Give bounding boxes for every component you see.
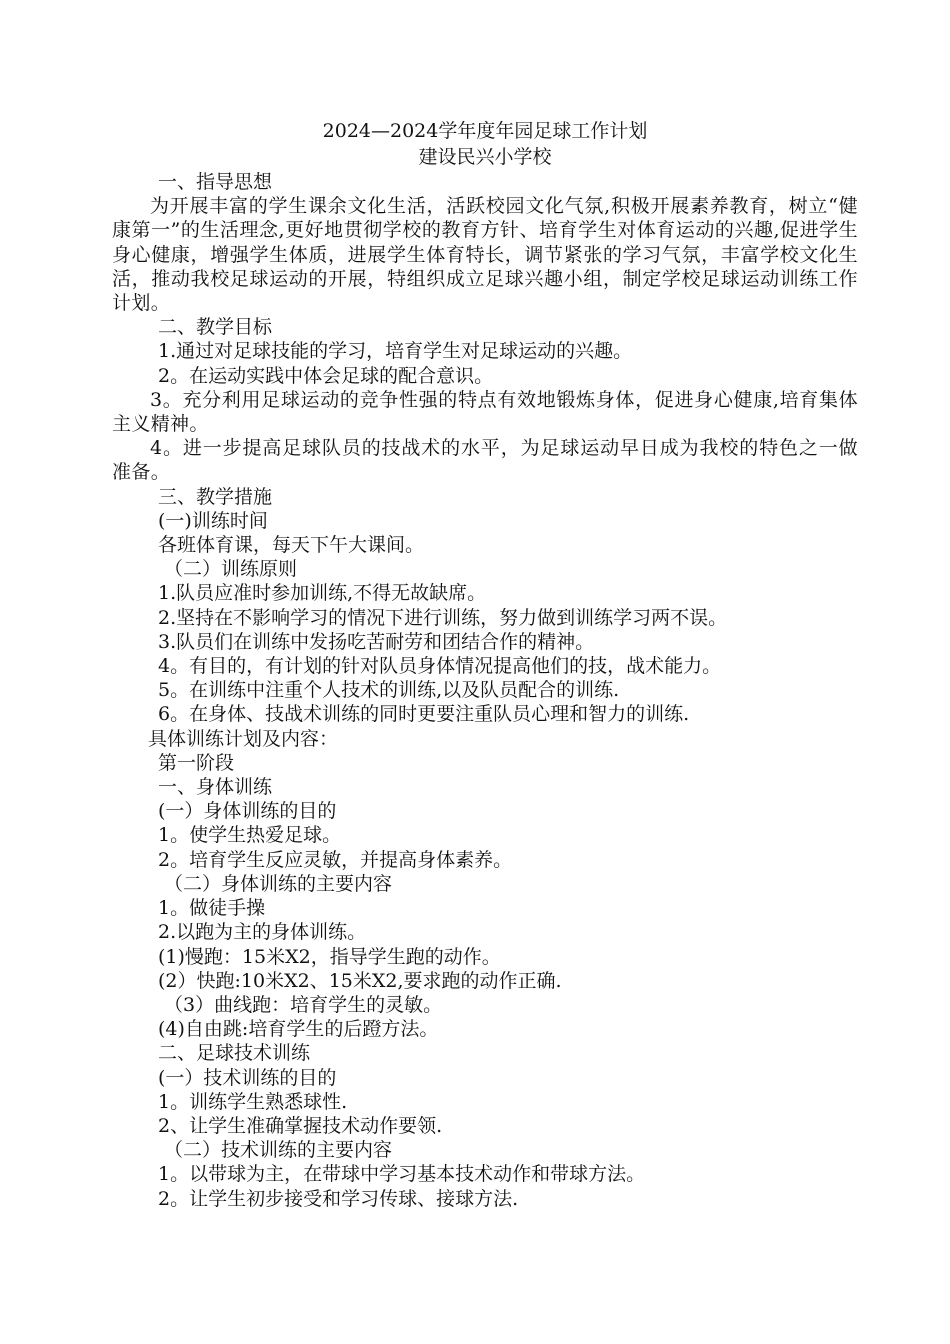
body-line: 各班体育课，每天下午大课间。 [158, 534, 425, 557]
body-line: 2。在运动实践中体会足球的配合意识。 [158, 364, 494, 387]
body-paragraph: 3。充分利用足球运动的竞争性强的特点有效地锻炼身体，促进身心健康,培育集体主义精神。 [112, 388, 858, 436]
body-line: 2、让学生准确掌握技术动作要领. [158, 1114, 443, 1137]
body-line: （二）训练原则 [164, 558, 298, 581]
body-line: 1。使学生热爱足球。 [158, 824, 342, 847]
body-line: 3.队员们在训练中发扬吃苦耐劳和团结合作的精神。 [158, 630, 595, 653]
body-line: (1)慢跑：15米X2，指导学生跑的动作。 [158, 945, 501, 968]
body-line: 1.队员应准时参加训练,不得无故缺席。 [158, 582, 487, 605]
body-line: (2）快跑:10米X2、15米X2,要求跑的动作正确. [158, 969, 562, 992]
document-subtitle: 建设民兴小学校 [418, 146, 552, 168]
body-line: 2.以跑为主的身体训练。 [158, 921, 367, 944]
body-line: 1。训练学生熟悉球性. [158, 1090, 348, 1113]
body-line: 2。培育学生反应灵敏，并提高身体素养。 [158, 848, 513, 871]
body-paragraph: 4。进一步提高足球队员的技战术的水平，为足球运动早日成为我校的特色之一做准备。 [112, 437, 858, 484]
body-line: 第一阶段 [158, 751, 235, 774]
body-line: 1.通过对足球技能的学习，培育学生对足球运动的兴趣。 [158, 340, 633, 363]
body-line: （二）技术训练的主要内容 [164, 1139, 393, 1162]
body-paragraph: 为开展丰富的学生课余文化生活，活跃校园文化气氛,积极开展素养教育，树立“健康第一”的生活理念,更好地贯彻学校的教育方针、培育学生对体育运动的兴趣,促进学生身心健康，增强学生体质，进展学生体育特长，调节紧张的学习气氛，丰富学校文化生活，推动我校足球运动的开展，特组织成立足球兴趣小组，制定学校足球运动训练工作计划。 [112, 195, 858, 315]
body-line: 6。在身体、技战术训练的同时更要注重队员心理和智力的训练. [158, 703, 690, 726]
document-page [112, 118, 858, 1211]
body-line: 1。以带球为主，在带球中学习基本技术动作和带球方法。 [158, 1163, 646, 1186]
body-line: （二）身体训练的主要内容 [164, 872, 393, 895]
body-line: (一）技术训练的目的 [158, 1066, 337, 1089]
body-line: 三、教学措施 [158, 485, 273, 508]
body-line: (4)自由跳:培育学生的后蹬方法。 [158, 1018, 439, 1041]
body-line: (一）身体训练的目的 [158, 800, 337, 823]
body-line: 一、身体训练 [158, 776, 273, 799]
body-line: 5。在训练中注重个人技术的训练,以及队员配合的训练. [158, 679, 620, 702]
body-line: 2。让学生初步接受和学习传球、接球方法. [158, 1187, 519, 1210]
document-body [112, 170, 858, 1211]
body-line: 4。有目的，有计划的针对队员身体情况提高他们的技，战术能力。 [158, 655, 722, 678]
body-line: 一、指导思想 [158, 171, 273, 193]
body-line: 2.坚持在不影响学习的情况下进行训练，努力做到训练学习两不误。 [158, 606, 728, 629]
body-line: 二、教学目标 [158, 316, 273, 339]
body-line: （3）曲线跑：培育学生的灵敏。 [164, 993, 443, 1016]
body-line: 1。做徒手操 [158, 897, 266, 920]
body-line: (一)训练时间 [158, 509, 268, 532]
body-line: 二、足球技术训练 [158, 1042, 311, 1065]
body-line: 具体训练计划及内容： [148, 727, 339, 750]
document-title: 2024—2024学年度年园足球工作计划 [322, 120, 648, 142]
